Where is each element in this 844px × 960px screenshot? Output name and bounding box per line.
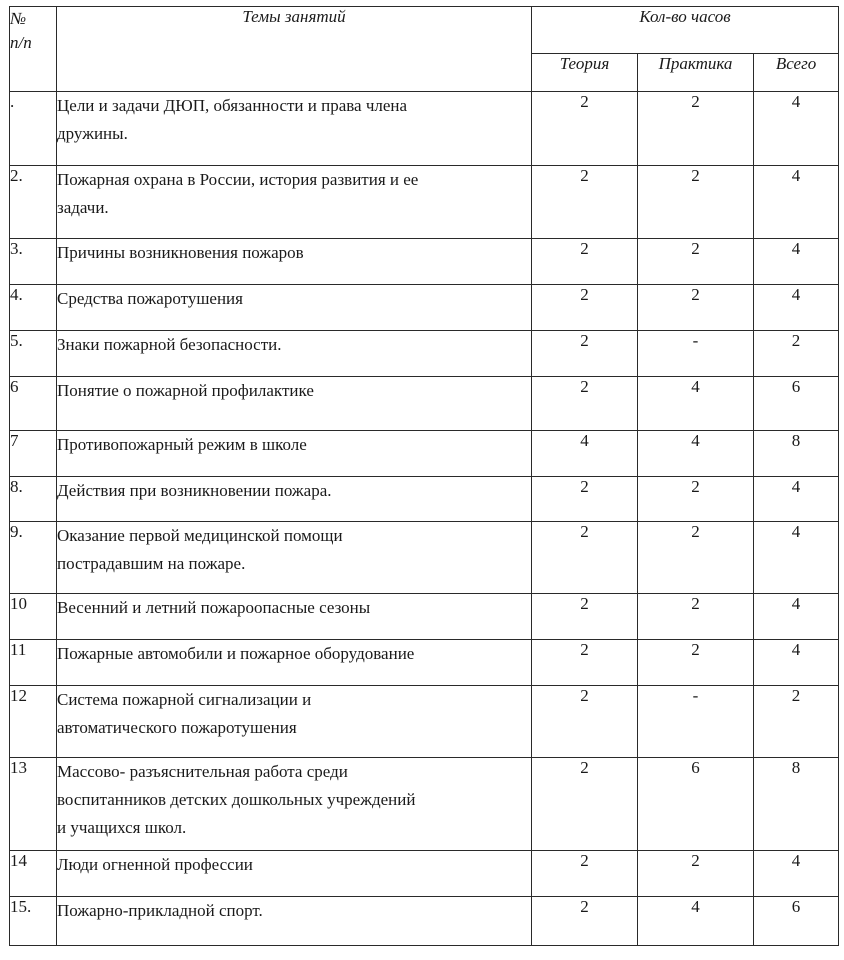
- row-topic: [57, 686, 532, 758]
- table-row: [10, 758, 839, 851]
- topic-line: Понятие о пожарной профилактике: [57, 381, 314, 400]
- topic-line: дружины.: [57, 124, 128, 143]
- topic-line: Знаки пожарной безопасности.: [57, 335, 282, 354]
- row-practice-hours: 2: [638, 851, 754, 897]
- row-number: 9.: [10, 522, 57, 594]
- topic-line: автоматического пожаротушения: [57, 718, 297, 737]
- row-practice-hours: 4: [638, 377, 754, 431]
- row-number: 3.: [10, 239, 57, 285]
- row-topic: [57, 897, 532, 946]
- table-row: [10, 640, 839, 686]
- topic-line: Оказание первой медицинской помощи: [57, 526, 343, 545]
- topic-line: задачи.: [57, 198, 109, 217]
- row-practice-hours: 2: [638, 239, 754, 285]
- row-practice-hours: 2: [638, 477, 754, 522]
- row-practice-hours: 4: [638, 897, 754, 946]
- row-number: 6: [10, 377, 57, 431]
- table-row: [10, 285, 839, 331]
- topic-line: Система пожарной сигнализации и: [57, 690, 312, 709]
- topic-line: Действия при возникновении пожара.: [57, 481, 332, 500]
- topic-line: Причины возникновения пожаров: [57, 243, 304, 262]
- row-total-hours: 4: [754, 640, 839, 686]
- num-header: [10, 7, 57, 92]
- row-total-hours: 6: [754, 897, 839, 946]
- row-topic: [57, 166, 532, 239]
- row-total-hours: 2: [754, 331, 839, 377]
- topic-line: Цели и задачи ДЮП, обязанности и права члена: [57, 96, 408, 115]
- topic-line: и учащихся школ.: [57, 818, 187, 837]
- row-topic: [57, 640, 532, 686]
- row-practice-hours: 2: [638, 166, 754, 239]
- row-number: 10: [10, 594, 57, 640]
- row-theory-hours: 2: [532, 285, 638, 331]
- table-row: [10, 594, 839, 640]
- row-number: 5.: [10, 331, 57, 377]
- table-row: [10, 477, 839, 522]
- row-number: 8.: [10, 477, 57, 522]
- row-topic: [57, 92, 532, 166]
- row-topic: [57, 239, 532, 285]
- table-row: [10, 377, 839, 431]
- row-theory-hours: 2: [532, 522, 638, 594]
- row-total-hours: 4: [754, 92, 839, 166]
- row-total-hours: 2: [754, 686, 839, 758]
- row-theory-hours: 4: [532, 431, 638, 477]
- table-row: [10, 431, 839, 477]
- table-row: [10, 166, 839, 239]
- total-header: Всего: [754, 54, 839, 92]
- row-practice-hours: 4: [638, 431, 754, 477]
- table-row: [10, 686, 839, 758]
- row-practice-hours: 2: [638, 522, 754, 594]
- row-practice-hours: 2: [638, 640, 754, 686]
- row-total-hours: 4: [754, 594, 839, 640]
- theory-header: Теория: [532, 54, 638, 92]
- table-row: [10, 92, 839, 166]
- row-number: .: [10, 92, 57, 166]
- row-practice-hours: -: [638, 331, 754, 377]
- num-header-line1: №: [10, 9, 27, 28]
- row-theory-hours: 2: [532, 377, 638, 431]
- row-total-hours: 4: [754, 239, 839, 285]
- row-theory-hours: 2: [532, 92, 638, 166]
- row-topic: [57, 594, 532, 640]
- practice-header: Практика: [638, 54, 754, 92]
- row-number: 2.: [10, 166, 57, 239]
- row-number: 7: [10, 431, 57, 477]
- row-total-hours: 6: [754, 377, 839, 431]
- row-topic: [57, 377, 532, 431]
- row-theory-hours: 2: [532, 758, 638, 851]
- topic-line: Массово- разъяснительная работа среди: [57, 762, 348, 781]
- row-total-hours: 4: [754, 522, 839, 594]
- row-total-hours: 8: [754, 758, 839, 851]
- num-header-line2: п/п: [10, 33, 32, 52]
- table-body: [10, 92, 839, 946]
- table-row: [10, 331, 839, 377]
- row-practice-hours: 2: [638, 285, 754, 331]
- row-theory-hours: 2: [532, 331, 638, 377]
- row-topic: [57, 851, 532, 897]
- row-number: 4.: [10, 285, 57, 331]
- row-topic: [57, 477, 532, 522]
- row-theory-hours: 2: [532, 239, 638, 285]
- row-number: 12: [10, 686, 57, 758]
- table-row: [10, 239, 839, 285]
- row-number: 11: [10, 640, 57, 686]
- table-row: [10, 522, 839, 594]
- topic-line: Средства пожаротушения: [57, 289, 243, 308]
- row-theory-hours: 2: [532, 851, 638, 897]
- topic-line: Люди огненной профессии: [57, 855, 253, 874]
- row-total-hours: 4: [754, 851, 839, 897]
- row-number: 13: [10, 758, 57, 851]
- row-practice-hours: -: [638, 686, 754, 758]
- curriculum-table: [9, 6, 839, 946]
- row-topic: [57, 431, 532, 477]
- topic-line: Противопожарный режим в школе: [57, 435, 307, 454]
- row-topic: [57, 285, 532, 331]
- topic-line: Весенний и летний пожароопасные сезоны: [57, 598, 371, 617]
- row-theory-hours: 2: [532, 166, 638, 239]
- row-topic: [57, 758, 532, 851]
- row-theory-hours: 2: [532, 897, 638, 946]
- hours-header: Кол-во часов: [532, 7, 839, 54]
- table-row: [10, 851, 839, 897]
- row-theory-hours: 2: [532, 686, 638, 758]
- topic-line: воспитанников детских дошкольных учреждений: [57, 790, 416, 809]
- row-total-hours: 4: [754, 166, 839, 239]
- topic-line: Пожарно-прикладной спорт.: [57, 901, 263, 920]
- row-total-hours: 4: [754, 477, 839, 522]
- row-total-hours: 4: [754, 285, 839, 331]
- table-row: [10, 897, 839, 946]
- row-number: 14: [10, 851, 57, 897]
- row-topic: [57, 331, 532, 377]
- row-topic: [57, 522, 532, 594]
- row-theory-hours: 2: [532, 640, 638, 686]
- row-practice-hours: 6: [638, 758, 754, 851]
- row-practice-hours: 2: [638, 594, 754, 640]
- topic-header: Темы занятий: [57, 7, 532, 92]
- row-theory-hours: 2: [532, 594, 638, 640]
- row-theory-hours: 2: [532, 477, 638, 522]
- topic-line: Пожарная охрана в России, история развития и ее: [57, 170, 419, 189]
- row-number: 15.: [10, 897, 57, 946]
- topic-line: пострадавшим на пожаре.: [57, 554, 246, 573]
- topic-line: Пожарные автомобили и пожарное оборудование: [57, 644, 415, 663]
- row-practice-hours: 2: [638, 92, 754, 166]
- header-row-top: [10, 7, 839, 54]
- row-total-hours: 8: [754, 431, 839, 477]
